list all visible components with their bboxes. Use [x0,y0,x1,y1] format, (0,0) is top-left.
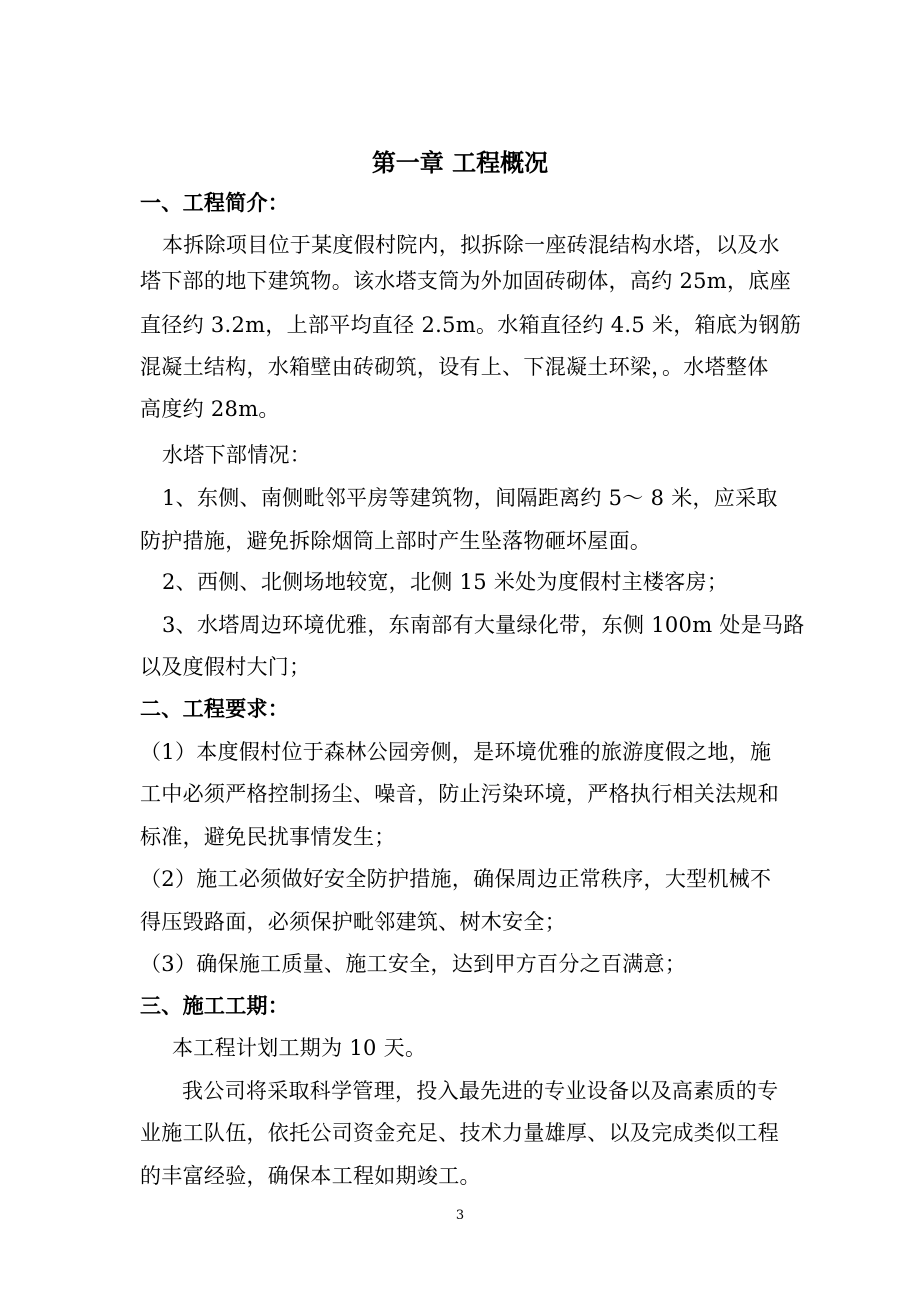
chapter-title: 第一章 工程概况 [371,148,549,177]
list-item-continued: 以及度假村大门； [140,655,311,679]
list-item-continued: 防护措施，避免拆除烟筒上部时产生坠落物砸坏屋面。 [140,529,652,553]
paragraph-line: 高度约 28m。 [140,397,280,421]
paragraph-line: 本工程计划工期为 10 天。 [172,1036,427,1060]
list-item-continued: 得压毁路面，必须保护毗邻建筑、树木安全； [140,910,566,934]
list-item: 2、西侧、北侧场地较宽，北侧 15 米处为度假村主楼客房； [162,570,729,594]
paragraph-line: 混凝土结构，水箱壁由砖砌筑，设有上、下混凝土环梁，。水塔整体 [140,355,769,379]
list-item: （1）本度假村位于森林公园旁侧，是环境优雅的旅游度假之地，施 [140,740,772,764]
section-heading-schedule: 三、施工工期： [140,993,290,1018]
paragraph-line: 本拆除项目位于某度假村院内，拟拆除一座砖混结构水塔，以及水 [162,233,780,257]
paragraph-line: 直径约 3.2m，上部平均直径 2.5m。水箱直径约 4.5 米，箱底为钢筋 [140,313,802,337]
subheading-line: 水塔下部情况： [162,443,312,467]
list-item: （2）施工必须做好安全防护措施，确保周边正常秩序，大型机械不 [140,867,772,891]
list-item: 3、水塔周边环境优雅，东南部有大量绿化带，东侧 100m 处是马路 [162,613,805,637]
paragraph-line: 我公司将采取科学管理，投入最先进的专业设备以及高素质的专 [182,1079,779,1103]
list-item: 1、东侧、南侧毗邻平房等建筑物，间隔距离约 5～ 8 米，应采取 [162,486,778,510]
paragraph-line: 的丰富经验，确保本工程如期竣工。 [140,1164,481,1188]
list-item-continued: 标准，避免民扰事情发生； [140,825,396,849]
section-heading-requirements: 二、工程要求： [140,696,290,721]
paragraph-line: 塔下部的地下建筑物。该水塔支筒为外加固砖砌体，高约 25m，底座 [140,269,791,293]
section-heading-overview: 一、工程简介： [140,190,290,215]
list-item-continued: 工中必须严格控制扬尘、噪音，防止污染环境，严格执行相关法规和 [140,782,779,806]
paragraph-line: 业施工队伍，依托公司资金充足、技术力量雄厚、以及完成类似工程 [140,1121,779,1145]
page-number: 3 [455,1208,465,1223]
list-item: （3）确保施工质量、施工安全，达到甲方百分之百满意； [140,952,687,976]
